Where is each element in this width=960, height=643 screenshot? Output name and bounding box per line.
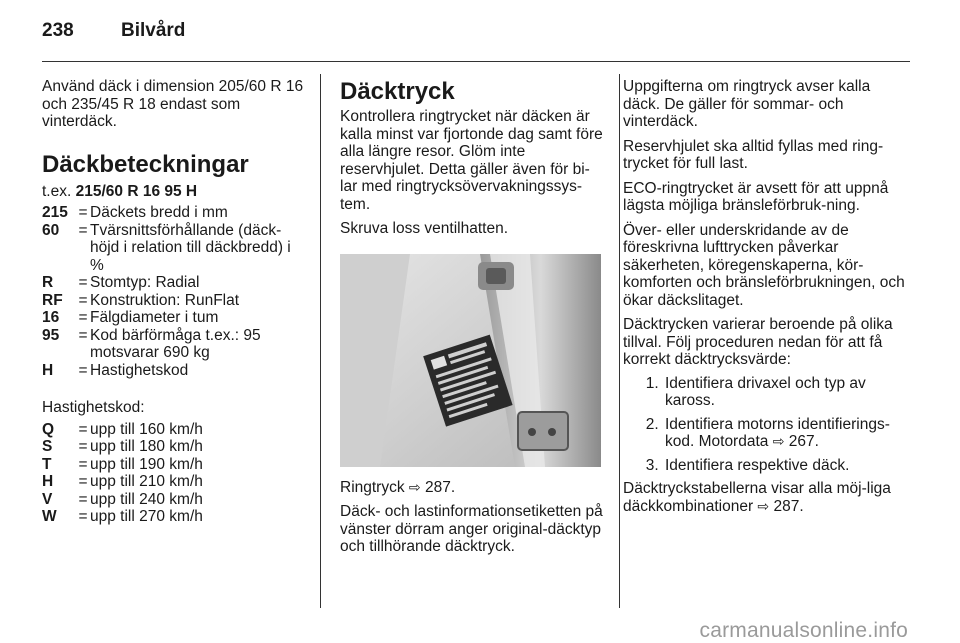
speed-code-row-code: T [42, 455, 52, 473]
speed-code-row-code: Q [42, 420, 55, 438]
speed-code-row-equals: = [78, 420, 88, 438]
ringtryck-ref: 287. [424, 478, 456, 496]
column-divider-2 [619, 74, 620, 608]
ringtryck-text: Ringtryck [340, 478, 405, 496]
cold-tires-text: Uppgifterna om ringtryck avser kalla däck. De gäller för sommar- och vinterdäck. [623, 78, 871, 130]
step-2-ref: 267. [788, 433, 819, 450]
procedure-steps [623, 375, 911, 475]
designation-row-code: H [42, 361, 54, 379]
designation-row-description: Däckets bredd i mm [90, 204, 228, 221]
eco-pressure-text: ECO-ringtrycket är avsett för att uppnå lägsta möjliga bränsleförbruk-ning. [623, 179, 889, 214]
tables-info-ref: 287. [773, 497, 804, 515]
column-2 [340, 78, 603, 556]
speed-code-row-code: W [42, 508, 57, 525]
step-3: 3. Identifiera respektive däck. [663, 457, 911, 475]
speed-code-row-equals: = [78, 455, 88, 473]
example-code: 215/60 R 16 95 H [75, 182, 198, 200]
ringtryck-line [340, 479, 603, 497]
speed-code-row-code: S [42, 438, 53, 455]
door-frame-label-photo [340, 254, 601, 467]
door-frame-photo-svg [340, 254, 601, 467]
designation-row-description: Stomtyp: Radial [90, 274, 200, 291]
page-reference-arrow-icon: ⇨ [757, 497, 770, 514]
tables-info-line [623, 480, 911, 515]
deviation-text: Över- eller underskridande av de föreskrivna lufttrycken påverkar säkerheten, köregenskaperna, kör-komforten och bränsleförbrukningen, och ökar däckslitaget. [623, 221, 905, 309]
designation-row-equals: = [78, 221, 88, 239]
designation-row-code: RF [42, 291, 63, 309]
speed-code-row-description: upp till 210 km/h [90, 473, 203, 490]
example-prefix: t.ex. [42, 182, 72, 200]
page-number: 238 [42, 20, 74, 41]
page-reference-arrow-icon: ⇨ [408, 478, 421, 495]
spare-wheel-text: Reservhjulet ska alltid fyllas med ring-trycket för full last. [623, 137, 884, 172]
speed-code-row-description: upp till 270 km/h [90, 508, 203, 525]
header-divider [42, 61, 910, 62]
speed-code-row-description: upp till 180 km/h [90, 438, 203, 455]
speed-code-row-equals: = [78, 473, 88, 490]
designations-table [42, 204, 307, 379]
speed-code-row-description: upp till 190 km/h [90, 455, 203, 473]
example-line [42, 183, 307, 201]
speed-code-row-code: H [42, 473, 54, 490]
tables-info-text: Däcktryckstabellerna visar alla möj-liga däckkombinationer [623, 480, 891, 515]
designation-row-code: 60 [42, 221, 60, 239]
speed-codes-table [42, 421, 307, 526]
step-2-text: Identifiera motorns identifierings-kod. Motordata [665, 415, 890, 450]
section-title: Bilvård [121, 20, 186, 41]
intro-text: Använd däck i dimension 205/60 R 16 och 235/45 R 18 endast som vinterdäck. [42, 78, 304, 130]
column-divider-1 [320, 74, 321, 608]
designations-heading: Däckbeteckningar [42, 150, 249, 178]
speed-code-row-equals: = [78, 438, 88, 455]
designation-row-code: 215 [42, 204, 68, 221]
column-3 [623, 78, 911, 515]
check-pressure-text: Kontrollera ringtrycket när däcken är kalla minst var fjortonde dag samt före alla längre resor. Glöm inte reservhjulet. Detta gäller även för bi-lar med ringtrycksövervakningssys-tem. [340, 108, 603, 213]
speed-code-row-code: V [42, 490, 53, 508]
designation-row-equals: = [78, 326, 88, 344]
page-reference-arrow-icon: ⇨ [772, 433, 785, 449]
step-1: 1. Identifiera drivaxel och typ av kaross. [663, 375, 911, 410]
speed-heading: Hastighetskod: [42, 399, 145, 416]
speed-code-row-description: upp till 160 km/h [90, 420, 203, 438]
designation-row-code: 16 [42, 309, 60, 326]
tire-pressure-heading: Däcktryck [340, 78, 455, 105]
speed-code-row-equals: = [78, 490, 88, 508]
watermark: carmanualsonline.info [699, 619, 908, 642]
designation-row-equals: = [78, 274, 88, 291]
designation-row-description: Konstruktion: RunFlat [90, 291, 240, 309]
designation-row-code: 95 [42, 326, 60, 344]
designation-row-equals: = [78, 204, 88, 221]
designation-row-description: Fälgdiameter i tum [90, 309, 219, 326]
designation-row-code: R [42, 274, 54, 291]
speed-code-row-description: upp till 240 km/h [90, 490, 203, 508]
designation-row-equals: = [78, 291, 88, 309]
step-2 [663, 416, 911, 451]
designation-row-equals: = [78, 361, 88, 379]
designation-row-description: Hastighetskod [90, 361, 189, 379]
designation-row-equals: = [78, 309, 88, 326]
designation-row-description: Kod bärförmåga t.ex.: 95 motsvarar 690 kg [90, 326, 261, 361]
unscrew-cap-text: Skruva loss ventilhatten. [340, 220, 509, 237]
label-info-text: Däck- och lastinformationsetiketten på vänster dörram anger original-däcktyp och tillhörande däcktryck. [340, 503, 603, 555]
procedure-intro-text: Däcktrycken varierar beroende på olika tillval. Följ proceduren nedan för att få korrekt däcktrycksvärde: [623, 316, 893, 368]
designation-row-description: Tvärsnittsförhållande (däck-höjd i relation till däckbredd) i % [90, 221, 291, 274]
speed-code-row-equals: = [78, 508, 88, 525]
column-1 [42, 78, 307, 526]
